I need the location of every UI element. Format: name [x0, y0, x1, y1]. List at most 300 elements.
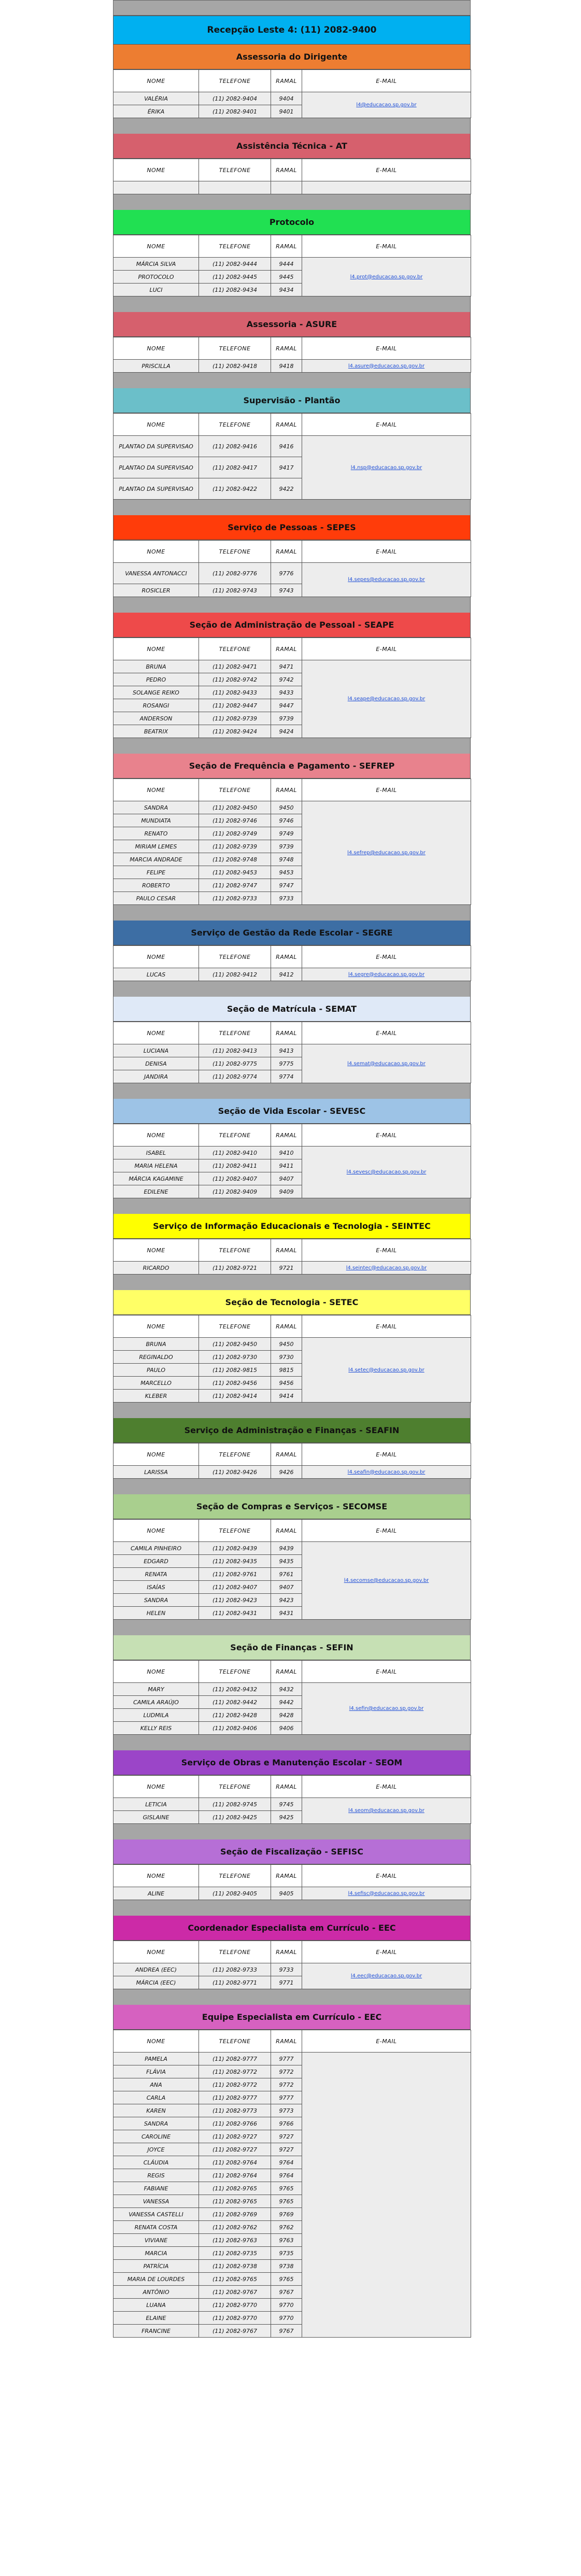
section-separator: [113, 1824, 471, 1839]
section-title: Serviço de Pessoas - SEPES: [113, 515, 471, 540]
name-cell: PRISCILLA: [114, 360, 199, 373]
name-cell: VANESSA: [114, 2195, 199, 2208]
phone-cell: (11) 2082-9774: [199, 1070, 271, 1083]
name-cell: ANDERSON: [114, 712, 199, 725]
name-cell: SANDRA: [114, 2117, 199, 2130]
contacts-table: [113, 945, 471, 981]
email-link[interactable]: l4.asure@educacao.sp.gov.br: [302, 360, 471, 373]
phone-cell: (11) 2082-9450: [199, 801, 271, 814]
table-header-row: [114, 414, 471, 436]
name-cell: ÉRIKA: [114, 105, 199, 118]
header-ext: RAMAL: [271, 159, 302, 181]
phone-cell: (11) 2082-9434: [199, 284, 271, 296]
email-link: [302, 2053, 471, 2338]
header-name: NOME: [114, 2030, 199, 2053]
header-email: E-MAIL: [302, 235, 471, 258]
table-row: [114, 1798, 471, 1811]
ext-cell: 9442: [271, 1696, 302, 1709]
phone-cell: (11) 2082-9739: [199, 840, 271, 853]
ext-cell: [271, 181, 302, 194]
ext-cell: 9414: [271, 1390, 302, 1403]
name-cell: PLANTAO DA SUPERVISAO: [114, 436, 199, 457]
ext-cell: 9815: [271, 1364, 302, 1377]
ext-cell: 9405: [271, 1887, 302, 1900]
header-name: NOME: [114, 1315, 199, 1338]
table-row: [114, 968, 471, 981]
phone-cell: (11) 2082-9409: [199, 1185, 271, 1198]
email-link[interactable]: l4.sefrep@educacao.sp.gov.br: [302, 801, 471, 905]
email-link[interactable]: l4@educacao.sp.gov.br: [302, 92, 471, 118]
header-email: E-MAIL: [302, 1941, 471, 1963]
contacts-table: [113, 779, 471, 905]
section-separator: [113, 1275, 471, 1290]
contacts-table: [113, 69, 471, 118]
section-separator: [113, 597, 471, 613]
email-link[interactable]: l4.sefin@educacao.sp.gov.br: [302, 1683, 471, 1735]
section-title: Seção de Finanças - SEFIN: [113, 1635, 471, 1660]
ext-cell: 9444: [271, 258, 302, 271]
phone-cell: (11) 2082-9412: [199, 968, 271, 981]
header-ext: RAMAL: [271, 1239, 302, 1262]
header-name: NOME: [114, 1661, 199, 1683]
contacts-table: [113, 159, 471, 194]
phone-cell: (11) 2082-9411: [199, 1159, 271, 1172]
name-cell: FRANCINE: [114, 2325, 199, 2338]
table-row: [114, 1044, 471, 1057]
header-phone: TELEFONE: [199, 1239, 271, 1262]
phone-cell: (11) 2082-9777: [199, 2091, 271, 2104]
header-email: E-MAIL: [302, 2030, 471, 2053]
section-separator: [113, 1083, 471, 1099]
section: [113, 1290, 471, 1418]
contacts-table: [113, 413, 471, 500]
ext-cell: 9417: [271, 457, 302, 478]
header-phone: TELEFONE: [199, 70, 271, 92]
phone-cell: (11) 2082-9770: [199, 2312, 271, 2325]
header-phone: TELEFONE: [199, 541, 271, 563]
ext-cell: 9423: [271, 1594, 302, 1607]
header-name: NOME: [114, 159, 199, 181]
section-title: Seção de Fiscalização - SEFISC: [113, 1839, 471, 1864]
name-cell: PAMELA: [114, 2053, 199, 2065]
header-ext: RAMAL: [271, 1941, 302, 1963]
ext-cell: 9450: [271, 801, 302, 814]
name-cell: LUCIANA: [114, 1044, 199, 1057]
phone-cell: (11) 2082-9721: [199, 1262, 271, 1275]
section: [113, 1099, 471, 1214]
ext-cell: 9776: [271, 563, 302, 584]
section-title: Supervisão - Plantão: [113, 388, 471, 413]
table-row: [114, 92, 471, 105]
table-row: [114, 1963, 471, 1976]
ext-cell: 9433: [271, 686, 302, 699]
phone-cell: (11) 2082-9727: [199, 2130, 271, 2143]
ext-cell: 9739: [271, 712, 302, 725]
phone-directory-sheet: [113, 0, 471, 2338]
header-phone: TELEFONE: [199, 1520, 271, 1542]
phone-cell: (11) 2082-9767: [199, 2286, 271, 2299]
name-cell: MARCIA ANDRADE: [114, 853, 199, 866]
ext-cell: 9747: [271, 879, 302, 892]
phone-cell: (11) 2082-9763: [199, 2234, 271, 2247]
phone-cell: (11) 2082-9742: [199, 673, 271, 686]
table-header-row: [114, 337, 471, 360]
section-title: Coordenador Especialista em Currículo - EEC: [113, 1916, 471, 1941]
table-header-row: [114, 541, 471, 563]
phone-cell: (11) 2082-9743: [199, 584, 271, 597]
section: [113, 921, 471, 997]
ext-cell: 9727: [271, 2143, 302, 2156]
ext-cell: 9404: [271, 92, 302, 105]
name-cell: MARY: [114, 1683, 199, 1696]
section-title: Seção de Compras e Serviços - SECOMSE: [113, 1494, 471, 1519]
sections-container: [113, 45, 471, 2338]
email-link[interactable]: l4.sepes@educacao.sp.gov.br: [302, 563, 471, 597]
section-separator: [113, 981, 471, 997]
ext-cell: 9748: [271, 853, 302, 866]
email-link[interactable]: l4.segre@educacao.sp.gov.br: [302, 968, 471, 981]
header-ext: RAMAL: [271, 1776, 302, 1798]
contacts-table: [113, 1443, 471, 1479]
header-email: E-MAIL: [302, 946, 471, 968]
header-email: E-MAIL: [302, 337, 471, 360]
ext-cell: 9739: [271, 840, 302, 853]
name-cell: VALÉRIA: [114, 92, 199, 105]
phone-cell: (11) 2082-9422: [199, 478, 271, 500]
section-title: Assistência Técnica - AT: [113, 134, 471, 159]
name-cell: ELAINE: [114, 2312, 199, 2325]
ext-cell: 9773: [271, 2104, 302, 2117]
name-cell: ANDREA (EEC): [114, 1963, 199, 1976]
phone-cell: (11) 2082-9423: [199, 1594, 271, 1607]
header-ext: RAMAL: [271, 70, 302, 92]
email-link: [302, 181, 471, 194]
name-cell: LUCAS: [114, 968, 199, 981]
ext-cell: 9733: [271, 892, 302, 905]
ext-cell: 9775: [271, 1057, 302, 1070]
section: [113, 210, 471, 312]
section: [113, 515, 471, 613]
header-ext: RAMAL: [271, 541, 302, 563]
header-email: E-MAIL: [302, 70, 471, 92]
name-cell: MÁRCIA SILVA: [114, 258, 199, 271]
ext-cell: 9772: [271, 2065, 302, 2078]
phone-cell: (11) 2082-9746: [199, 814, 271, 827]
name-cell: MUNDIATA: [114, 814, 199, 827]
section: [113, 1494, 471, 1635]
header-name: NOME: [114, 1776, 199, 1798]
header-email: E-MAIL: [302, 779, 471, 801]
phone-cell: (11) 2082-9769: [199, 2208, 271, 2221]
ext-cell: 9774: [271, 1070, 302, 1083]
ext-cell: 9428: [271, 1709, 302, 1722]
header-email: E-MAIL: [302, 1315, 471, 1338]
name-cell: KELLY REIS: [114, 1722, 199, 1735]
name-cell: BRUNA: [114, 1338, 199, 1351]
header-email: E-MAIL: [302, 1124, 471, 1147]
name-cell: ALINE: [114, 1887, 199, 1900]
name-cell: SANDRA: [114, 1594, 199, 1607]
ext-cell: 9767: [271, 2325, 302, 2338]
name-cell: REGIS: [114, 2169, 199, 2182]
name-cell: MARIA HELENA: [114, 1159, 199, 1172]
section-separator: [113, 905, 471, 921]
name-cell: PATRÍCIA: [114, 2260, 199, 2273]
contacts-table: [113, 540, 471, 597]
header-name: NOME: [114, 1865, 199, 1887]
section-separator: [113, 373, 471, 388]
phone-cell: (11) 2082-9414: [199, 1390, 271, 1403]
name-cell: ISAÍAS: [114, 1581, 199, 1594]
ext-cell: 9721: [271, 1262, 302, 1275]
header-email: E-MAIL: [302, 1443, 471, 1466]
name-cell: REGINALDO: [114, 1351, 199, 1364]
header-phone: TELEFONE: [199, 779, 271, 801]
name-cell: RENATA COSTA: [114, 2221, 199, 2234]
section: [113, 388, 471, 515]
name-cell: CLÁUDIA: [114, 2156, 199, 2169]
phone-cell: (11) 2082-9727: [199, 2143, 271, 2156]
ext-cell: 9431: [271, 1607, 302, 1620]
ext-cell: 9426: [271, 1466, 302, 1479]
header-name: NOME: [114, 1124, 199, 1147]
ext-cell: 9749: [271, 827, 302, 840]
ext-cell: 9411: [271, 1159, 302, 1172]
header-ext: RAMAL: [271, 337, 302, 360]
section-separator: [113, 194, 471, 210]
header-ext: RAMAL: [271, 1865, 302, 1887]
table-row: [114, 181, 471, 194]
contacts-table: [113, 337, 471, 373]
table-header-row: [114, 1124, 471, 1147]
name-cell: CARLA: [114, 2091, 199, 2104]
table-row: [114, 1338, 471, 1351]
name-cell: ROSANGI: [114, 699, 199, 712]
phone-cell: (11) 2082-9405: [199, 1887, 271, 1900]
phone-cell: (11) 2082-9735: [199, 2247, 271, 2260]
name-cell: RENATO: [114, 827, 199, 840]
header-ext: RAMAL: [271, 235, 302, 258]
email-link[interactable]: l4.setec@educacao.sp.gov.br: [302, 1338, 471, 1403]
name-cell: LUDMILA: [114, 1709, 199, 1722]
name-cell: PROTOCOLO: [114, 271, 199, 284]
section: [113, 45, 471, 134]
header-email: E-MAIL: [302, 1661, 471, 1683]
table-header-row: [114, 1239, 471, 1262]
ext-cell: 9409: [271, 1185, 302, 1198]
header-ext: RAMAL: [271, 946, 302, 968]
section-title: Seção de Frequência e Pagamento - SEFREP: [113, 754, 471, 779]
phone-cell: (11) 2082-9447: [199, 699, 271, 712]
email-link[interactable]: l4.seom@educacao.sp.gov.br: [302, 1798, 471, 1824]
ext-cell: 9764: [271, 2169, 302, 2182]
phone-cell: (11) 2082-9772: [199, 2065, 271, 2078]
ext-cell: 9771: [271, 1976, 302, 1989]
header-ext: RAMAL: [271, 1022, 302, 1044]
phone-cell: [199, 181, 271, 194]
phone-cell: (11) 2082-9404: [199, 92, 271, 105]
page-title: Recepção Leste 4: (11) 2082-9400: [113, 16, 471, 45]
email-link[interactable]: l4.seintec@educacao.sp.gov.br: [302, 1262, 471, 1275]
phone-cell: (11) 2082-9410: [199, 1147, 271, 1159]
header-phone: TELEFONE: [199, 638, 271, 660]
header-name: NOME: [114, 1239, 199, 1262]
section-separator: [113, 1479, 471, 1494]
name-cell: LUCI: [114, 284, 199, 296]
ext-cell: 9422: [271, 478, 302, 500]
email-link[interactable]: l4.nsp@educacao.sp.gov.br: [302, 436, 471, 500]
header-email: E-MAIL: [302, 1239, 471, 1262]
section-title: Assessoria do Dirigente: [113, 45, 471, 69]
section-separator: [113, 1198, 471, 1214]
phone-cell: (11) 2082-9442: [199, 1696, 271, 1709]
header-name: NOME: [114, 1022, 199, 1044]
ext-cell: 9471: [271, 660, 302, 673]
phone-cell: (11) 2082-9425: [199, 1811, 271, 1824]
contacts-table: [113, 1022, 471, 1083]
section-separator: [113, 1900, 471, 1916]
phone-cell: (11) 2082-9417: [199, 457, 271, 478]
header-phone: TELEFONE: [199, 337, 271, 360]
header-email: E-MAIL: [302, 1865, 471, 1887]
ext-cell: 9424: [271, 725, 302, 738]
section-separator: [113, 738, 471, 754]
ext-cell: 9743: [271, 584, 302, 597]
name-cell: CAMILA PINHEIRO: [114, 1542, 199, 1555]
section-separator: [113, 1735, 471, 1750]
name-cell: MARCELLO: [114, 1377, 199, 1390]
name-cell: MIRIAM LEMES: [114, 840, 199, 853]
header-name: NOME: [114, 946, 199, 968]
ext-cell: 9730: [271, 1351, 302, 1364]
email-link[interactable]: l4.secomse@educacao.sp.gov.br: [302, 1542, 471, 1620]
table-row: [114, 1466, 471, 1479]
header-phone: TELEFONE: [199, 1776, 271, 1798]
phone-cell: (11) 2082-9777: [199, 2053, 271, 2065]
table-header-row: [114, 1776, 471, 1798]
section: [113, 613, 471, 754]
table-header-row: [114, 1022, 471, 1044]
ext-cell: 9406: [271, 1722, 302, 1735]
ext-cell: 9761: [271, 1568, 302, 1581]
ext-cell: 9770: [271, 2312, 302, 2325]
header-name: NOME: [114, 638, 199, 660]
header-ext: RAMAL: [271, 1443, 302, 1466]
section-separator: [113, 1620, 471, 1635]
ext-cell: 9450: [271, 1338, 302, 1351]
phone-cell: (11) 2082-9730: [199, 1351, 271, 1364]
table-row: [114, 1147, 471, 1159]
table-header-row: [114, 1315, 471, 1338]
name-cell: JANDIRA: [114, 1070, 199, 1083]
phone-cell: (11) 2082-9456: [199, 1377, 271, 1390]
email-link[interactable]: l4.seafin@educacao.sp.gov.br: [302, 1466, 471, 1479]
phone-cell: (11) 2082-9770: [199, 2299, 271, 2312]
header-ext: RAMAL: [271, 638, 302, 660]
table-header-row: [114, 779, 471, 801]
ext-cell: 9413: [271, 1044, 302, 1057]
ext-cell: 9735: [271, 2247, 302, 2260]
section-title: Serviço de Administração e Finanças - SEAFIN: [113, 1418, 471, 1443]
header-phone: TELEFONE: [199, 1661, 271, 1683]
phone-cell: (11) 2082-9418: [199, 360, 271, 373]
email-link[interactable]: l4.sefisc@educacao.sp.gov.br: [302, 1887, 471, 1900]
ext-cell: 9762: [271, 2221, 302, 2234]
header-email: E-MAIL: [302, 638, 471, 660]
ext-cell: 9765: [271, 2195, 302, 2208]
phone-cell: (11) 2082-9764: [199, 2169, 271, 2182]
ext-cell: 9447: [271, 699, 302, 712]
section-separator: [113, 118, 471, 134]
header-phone: TELEFONE: [199, 1022, 271, 1044]
table-header-row: [114, 1865, 471, 1887]
section-separator: [113, 500, 471, 515]
header-ext: RAMAL: [271, 779, 302, 801]
ext-cell: 9401: [271, 105, 302, 118]
ext-cell: 9742: [271, 673, 302, 686]
header-phone: TELEFONE: [199, 946, 271, 968]
phone-cell: (11) 2082-9772: [199, 2078, 271, 2091]
header-name: NOME: [114, 1941, 199, 1963]
header-email: E-MAIL: [302, 414, 471, 436]
email-link[interactable]: l4.semat@educacao.sp.gov.br: [302, 1044, 471, 1083]
ext-cell: 9412: [271, 968, 302, 981]
section: [113, 754, 471, 921]
header-ext: RAMAL: [271, 1315, 302, 1338]
header-phone: TELEFONE: [199, 159, 271, 181]
phone-cell: (11) 2082-9426: [199, 1466, 271, 1479]
header-ext: RAMAL: [271, 1661, 302, 1683]
ext-cell: 9766: [271, 2117, 302, 2130]
header-email: E-MAIL: [302, 1520, 471, 1542]
table-row: [114, 1887, 471, 1900]
phone-cell: (11) 2082-9471: [199, 660, 271, 673]
section-title: Seção de Administração de Pessoal - SEAPE: [113, 613, 471, 638]
email-link[interactable]: l4.prot@educacao.sp.gov.br: [302, 258, 471, 296]
name-cell: MÁRCIA (EEC): [114, 1976, 199, 1989]
header-name: NOME: [114, 1443, 199, 1466]
ext-cell: 9439: [271, 1542, 302, 1555]
ext-cell: 9432: [271, 1683, 302, 1696]
name-cell: GISLAINE: [114, 1811, 199, 1824]
contacts-table: [113, 1864, 471, 1900]
ext-cell: 9425: [271, 1811, 302, 1824]
ext-cell: 9733: [271, 1963, 302, 1976]
email-link[interactable]: l4.sevesc@educacao.sp.gov.br: [302, 1147, 471, 1198]
email-link[interactable]: l4.eec@educacao.sp.gov.br: [302, 1963, 471, 1989]
table-row: [114, 2053, 471, 2065]
section: [113, 1214, 471, 1290]
name-cell: KAREN: [114, 2104, 199, 2117]
section-title: Seção de Tecnologia - SETEC: [113, 1290, 471, 1315]
section: [113, 2005, 471, 2338]
name-cell: ROBERTO: [114, 879, 199, 892]
phone-cell: (11) 2082-9747: [199, 879, 271, 892]
email-link[interactable]: l4.seape@educacao.sp.gov.br: [302, 660, 471, 738]
ext-cell: 9769: [271, 2208, 302, 2221]
name-cell: LARISSA: [114, 1466, 199, 1479]
section-title: Seção de Matrícula - SEMAT: [113, 997, 471, 1022]
ext-cell: 9777: [271, 2091, 302, 2104]
table-row: [114, 360, 471, 373]
header-email: E-MAIL: [302, 159, 471, 181]
phone-cell: (11) 2082-9401: [199, 105, 271, 118]
header-phone: TELEFONE: [199, 1315, 271, 1338]
table-row: [114, 563, 471, 584]
table-row: [114, 436, 471, 457]
contacts-table: [113, 1775, 471, 1824]
header-name: NOME: [114, 235, 199, 258]
